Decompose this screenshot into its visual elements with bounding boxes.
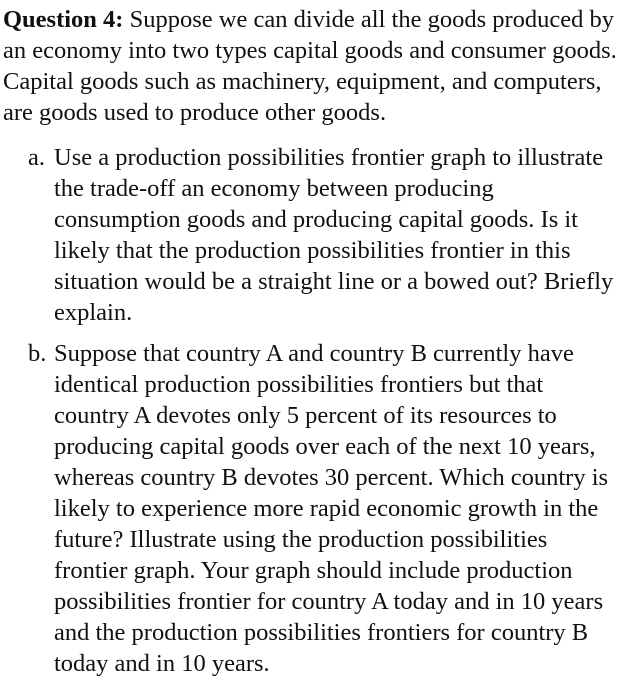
part-b-text: Suppose that country A and country B currently have identical production possibilities frontiers but that country A devotes only 5 percent of its resources to producing capital goods over each of the next 10 years, whereas country B devotes 30 percent. Which country is likely to experience more rapid economic growth in the future? Illustrate using the production possibilities frontier graph. Your graph should include production possibilities frontier for country A today and in 10 years and the production possibilities frontiers for country B today and in 10 years. bbox=[54, 340, 609, 677]
part-a-text: Use a production possibilities frontier graph to illustrate the trade-off an economy between producing consumption goods and producing capital goods. Is it likely that the production possibilities frontier in this situation would be a straight line or a bowed out? Briefly explain. bbox=[54, 144, 614, 326]
question-parts-list bbox=[3, 142, 624, 679]
part-a-marker: a. bbox=[28, 144, 45, 171]
question-part-a bbox=[3, 142, 624, 328]
question-label: Question 4: bbox=[3, 6, 124, 33]
part-b-marker: b. bbox=[28, 340, 47, 367]
question-text: Suppose we can divide all the goods produced by an economy into two types capital goods and consumer goods. Capital goods such as machinery, equipment, and computers, are goods used to produce other goods. bbox=[3, 6, 617, 126]
question-part-b bbox=[3, 338, 624, 679]
question-paragraph bbox=[3, 4, 624, 128]
